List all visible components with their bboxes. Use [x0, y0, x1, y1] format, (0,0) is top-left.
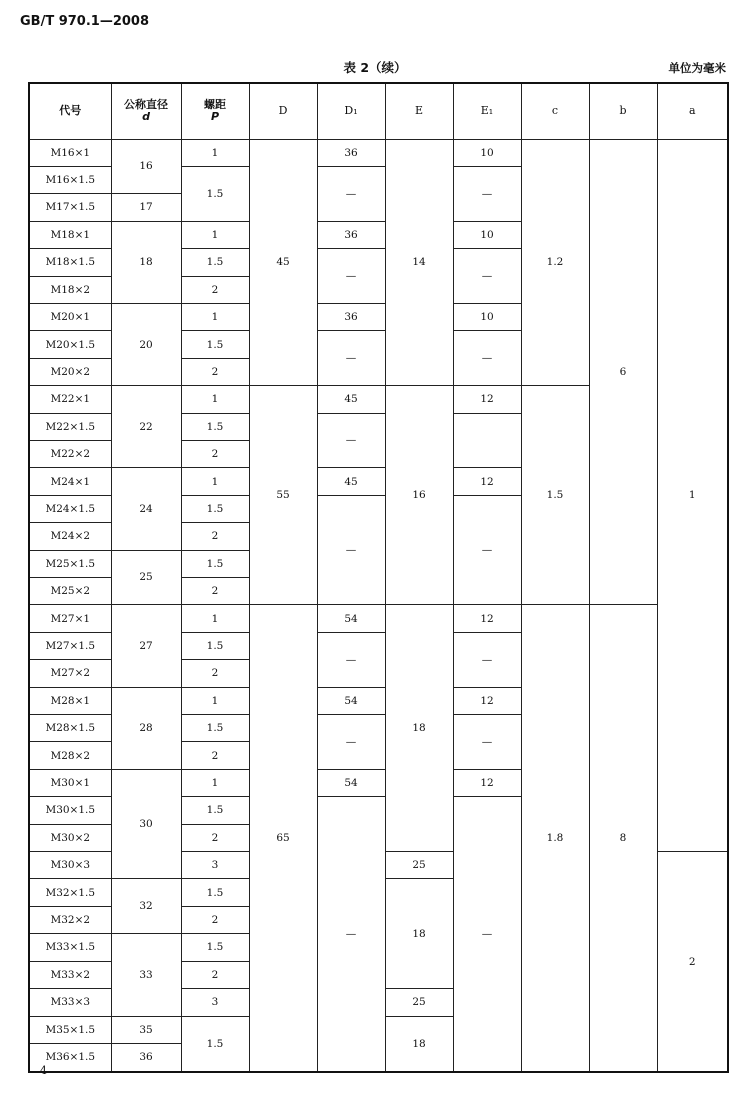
E1-cell: — — [453, 797, 521, 1072]
page-number: 4 — [40, 1064, 47, 1077]
standard-number: GB/T 970.1—2008 — [20, 14, 150, 29]
header-D1: D₁ — [317, 83, 385, 139]
diameter-cell: 24 — [111, 468, 181, 550]
E1-cell: — — [453, 495, 521, 605]
D1-cell: — — [317, 632, 385, 687]
pitch-cell: 1 — [181, 303, 249, 330]
header-c: c — [521, 83, 589, 139]
E-cell: 16 — [385, 386, 453, 605]
pitch-cell: 1.5 — [181, 934, 249, 961]
pitch-cell: 1 — [181, 386, 249, 413]
diameter-cell: 33 — [111, 934, 181, 1016]
pitch-cell: 2 — [181, 523, 249, 550]
pitch-cell: 3 — [181, 852, 249, 879]
pitch-cell: 1.5 — [181, 413, 249, 440]
code-cell: M24×2 — [29, 523, 111, 550]
E1-cell: 10 — [453, 303, 521, 330]
header-p-symbol: P — [210, 110, 220, 124]
code-cell: M28×1 — [29, 687, 111, 714]
code-cell: M18×2 — [29, 276, 111, 303]
code-cell: M33×1.5 — [29, 934, 111, 961]
code-cell: M30×2 — [29, 824, 111, 851]
D1-cell: — — [317, 797, 385, 1072]
code-cell: M24×1 — [29, 468, 111, 495]
D1-cell: — — [317, 495, 385, 605]
header-pitch — [181, 83, 249, 139]
E1-cell: 12 — [453, 605, 521, 632]
code-cell: M35×1.5 — [29, 1016, 111, 1043]
E1-cell: — — [453, 715, 521, 770]
code-cell: M33×3 — [29, 989, 111, 1016]
E1-cell: — — [453, 632, 521, 687]
diameter-cell: 28 — [111, 687, 181, 769]
pitch-cell: 1 — [181, 221, 249, 248]
D1-cell: — — [317, 715, 385, 770]
E-cell: 18 — [385, 1016, 453, 1072]
pitch-cell: 2 — [181, 440, 249, 467]
pitch-cell: 2 — [181, 824, 249, 851]
code-cell: M18×1 — [29, 221, 111, 248]
pitch-cell: 1.5 — [181, 249, 249, 276]
pitch-cell: 2 — [181, 276, 249, 303]
code-cell: M22×1 — [29, 386, 111, 413]
c-cell: 1.5 — [521, 386, 589, 605]
E1-cell: 12 — [453, 468, 521, 495]
header-nominal-diameter — [111, 83, 181, 139]
pitch-cell: 1 — [181, 687, 249, 714]
pitch-cell: 2 — [181, 961, 249, 988]
code-cell: M27×1 — [29, 605, 111, 632]
D1-cell: — — [317, 249, 385, 304]
code-cell: M24×1.5 — [29, 495, 111, 522]
thread-spec-table — [28, 82, 729, 1073]
table-caption: 表 2（续） — [343, 60, 407, 75]
a-cell: 2 — [657, 852, 728, 1072]
diameter-cell: 25 — [111, 550, 181, 605]
code-cell: M32×1.5 — [29, 879, 111, 906]
header-nominal-diameter-label: 公称直径 — [124, 97, 168, 111]
code-cell: M30×3 — [29, 852, 111, 879]
code-cell: M36×1.5 — [29, 1043, 111, 1072]
pitch-cell: 1 — [181, 139, 249, 166]
diameter-cell: 18 — [111, 221, 181, 303]
header-D: D — [249, 83, 317, 139]
header-E1: E₁ — [453, 83, 521, 139]
pitch-cell: 2 — [181, 358, 249, 385]
pitch-cell: 1 — [181, 769, 249, 796]
diameter-cell: 20 — [111, 303, 181, 385]
E1-cell: 10 — [453, 221, 521, 248]
E1-cell: — — [453, 331, 521, 386]
D1-cell: 36 — [317, 303, 385, 330]
header-pitch-label: 螺距 — [204, 97, 226, 111]
D-cell: 65 — [249, 605, 317, 1072]
diameter-cell: 32 — [111, 879, 181, 934]
code-cell: M32×2 — [29, 906, 111, 933]
pitch-cell: 1.5 — [181, 166, 249, 221]
E1-cell: 10 — [453, 139, 521, 166]
code-cell: M16×1.5 — [29, 166, 111, 193]
D1-cell: 36 — [317, 221, 385, 248]
code-cell: M25×2 — [29, 578, 111, 605]
pitch-cell: 3 — [181, 989, 249, 1016]
pitch-cell: 1.5 — [181, 879, 249, 906]
code-cell: M27×2 — [29, 660, 111, 687]
code-cell: M30×1 — [29, 769, 111, 796]
E-cell: 18 — [385, 879, 453, 989]
D1-cell: — — [317, 413, 385, 468]
D1-cell: 36 — [317, 139, 385, 166]
E1-cell: — — [453, 249, 521, 304]
header-E: E — [385, 83, 453, 139]
code-cell: M20×1 — [29, 303, 111, 330]
E1-cell: 12 — [453, 769, 521, 796]
b-cell: 8 — [589, 605, 657, 1072]
E1-cell: — — [453, 166, 521, 221]
D1-cell: 54 — [317, 769, 385, 796]
diameter-cell: 17 — [111, 194, 181, 221]
pitch-cell: 2 — [181, 578, 249, 605]
unit-note: 单位为毫米 — [668, 61, 726, 75]
header-a: a — [657, 83, 728, 139]
c-cell: 1.2 — [521, 139, 589, 386]
code-cell: M28×1.5 — [29, 715, 111, 742]
c-cell: 1.8 — [521, 605, 589, 1072]
pitch-cell: 1 — [181, 605, 249, 632]
D1-cell: — — [317, 166, 385, 221]
code-cell: M20×1.5 — [29, 331, 111, 358]
pitch-cell: 1.5 — [181, 715, 249, 742]
pitch-cell: 1 — [181, 468, 249, 495]
code-cell: M22×1.5 — [29, 413, 111, 440]
pitch-cell: 2 — [181, 742, 249, 769]
diameter-cell: 36 — [111, 1043, 181, 1072]
code-cell: M25×1.5 — [29, 550, 111, 577]
pitch-cell: 1.5 — [181, 495, 249, 522]
code-cell: M16×1 — [29, 139, 111, 166]
pitch-cell: 1.5 — [181, 331, 249, 358]
code-cell: M18×1.5 — [29, 249, 111, 276]
pitch-cell: 2 — [181, 660, 249, 687]
E-cell: 14 — [385, 139, 453, 386]
code-cell: M27×1.5 — [29, 632, 111, 659]
D1-cell: — — [317, 331, 385, 386]
diameter-cell: 22 — [111, 386, 181, 468]
D1-cell: 45 — [317, 468, 385, 495]
D-cell: 55 — [249, 386, 317, 605]
E1-cell: 12 — [453, 687, 521, 714]
code-cell: M20×2 — [29, 358, 111, 385]
pitch-cell: 2 — [181, 906, 249, 933]
a-cell: 1 — [657, 139, 728, 852]
D1-cell: 54 — [317, 605, 385, 632]
diameter-cell: 30 — [111, 769, 181, 879]
diameter-cell: 27 — [111, 605, 181, 687]
diameter-cell: 35 — [111, 1016, 181, 1043]
pitch-cell: 1.5 — [181, 632, 249, 659]
code-cell: M22×2 — [29, 440, 111, 467]
E-cell: 18 — [385, 605, 453, 852]
D1-cell: 54 — [317, 687, 385, 714]
pitch-cell: 1.5 — [181, 1016, 249, 1072]
pitch-cell: 1.5 — [181, 550, 249, 577]
b-cell: 6 — [589, 139, 657, 605]
code-cell: M30×1.5 — [29, 797, 111, 824]
D-cell: 45 — [249, 139, 317, 386]
E-cell: 25 — [385, 989, 453, 1016]
E-cell: 25 — [385, 852, 453, 879]
diameter-cell: 16 — [111, 139, 181, 194]
header-b: b — [589, 83, 657, 139]
E1-cell — [453, 413, 521, 468]
header-d-symbol: d — [142, 110, 150, 124]
E1-cell: 12 — [453, 386, 521, 413]
code-cell: M17×1.5 — [29, 194, 111, 221]
pitch-cell: 1.5 — [181, 797, 249, 824]
code-cell: M33×2 — [29, 961, 111, 988]
header-code: 代号 — [29, 83, 111, 139]
code-cell: M28×2 — [29, 742, 111, 769]
D1-cell: 45 — [317, 386, 385, 413]
